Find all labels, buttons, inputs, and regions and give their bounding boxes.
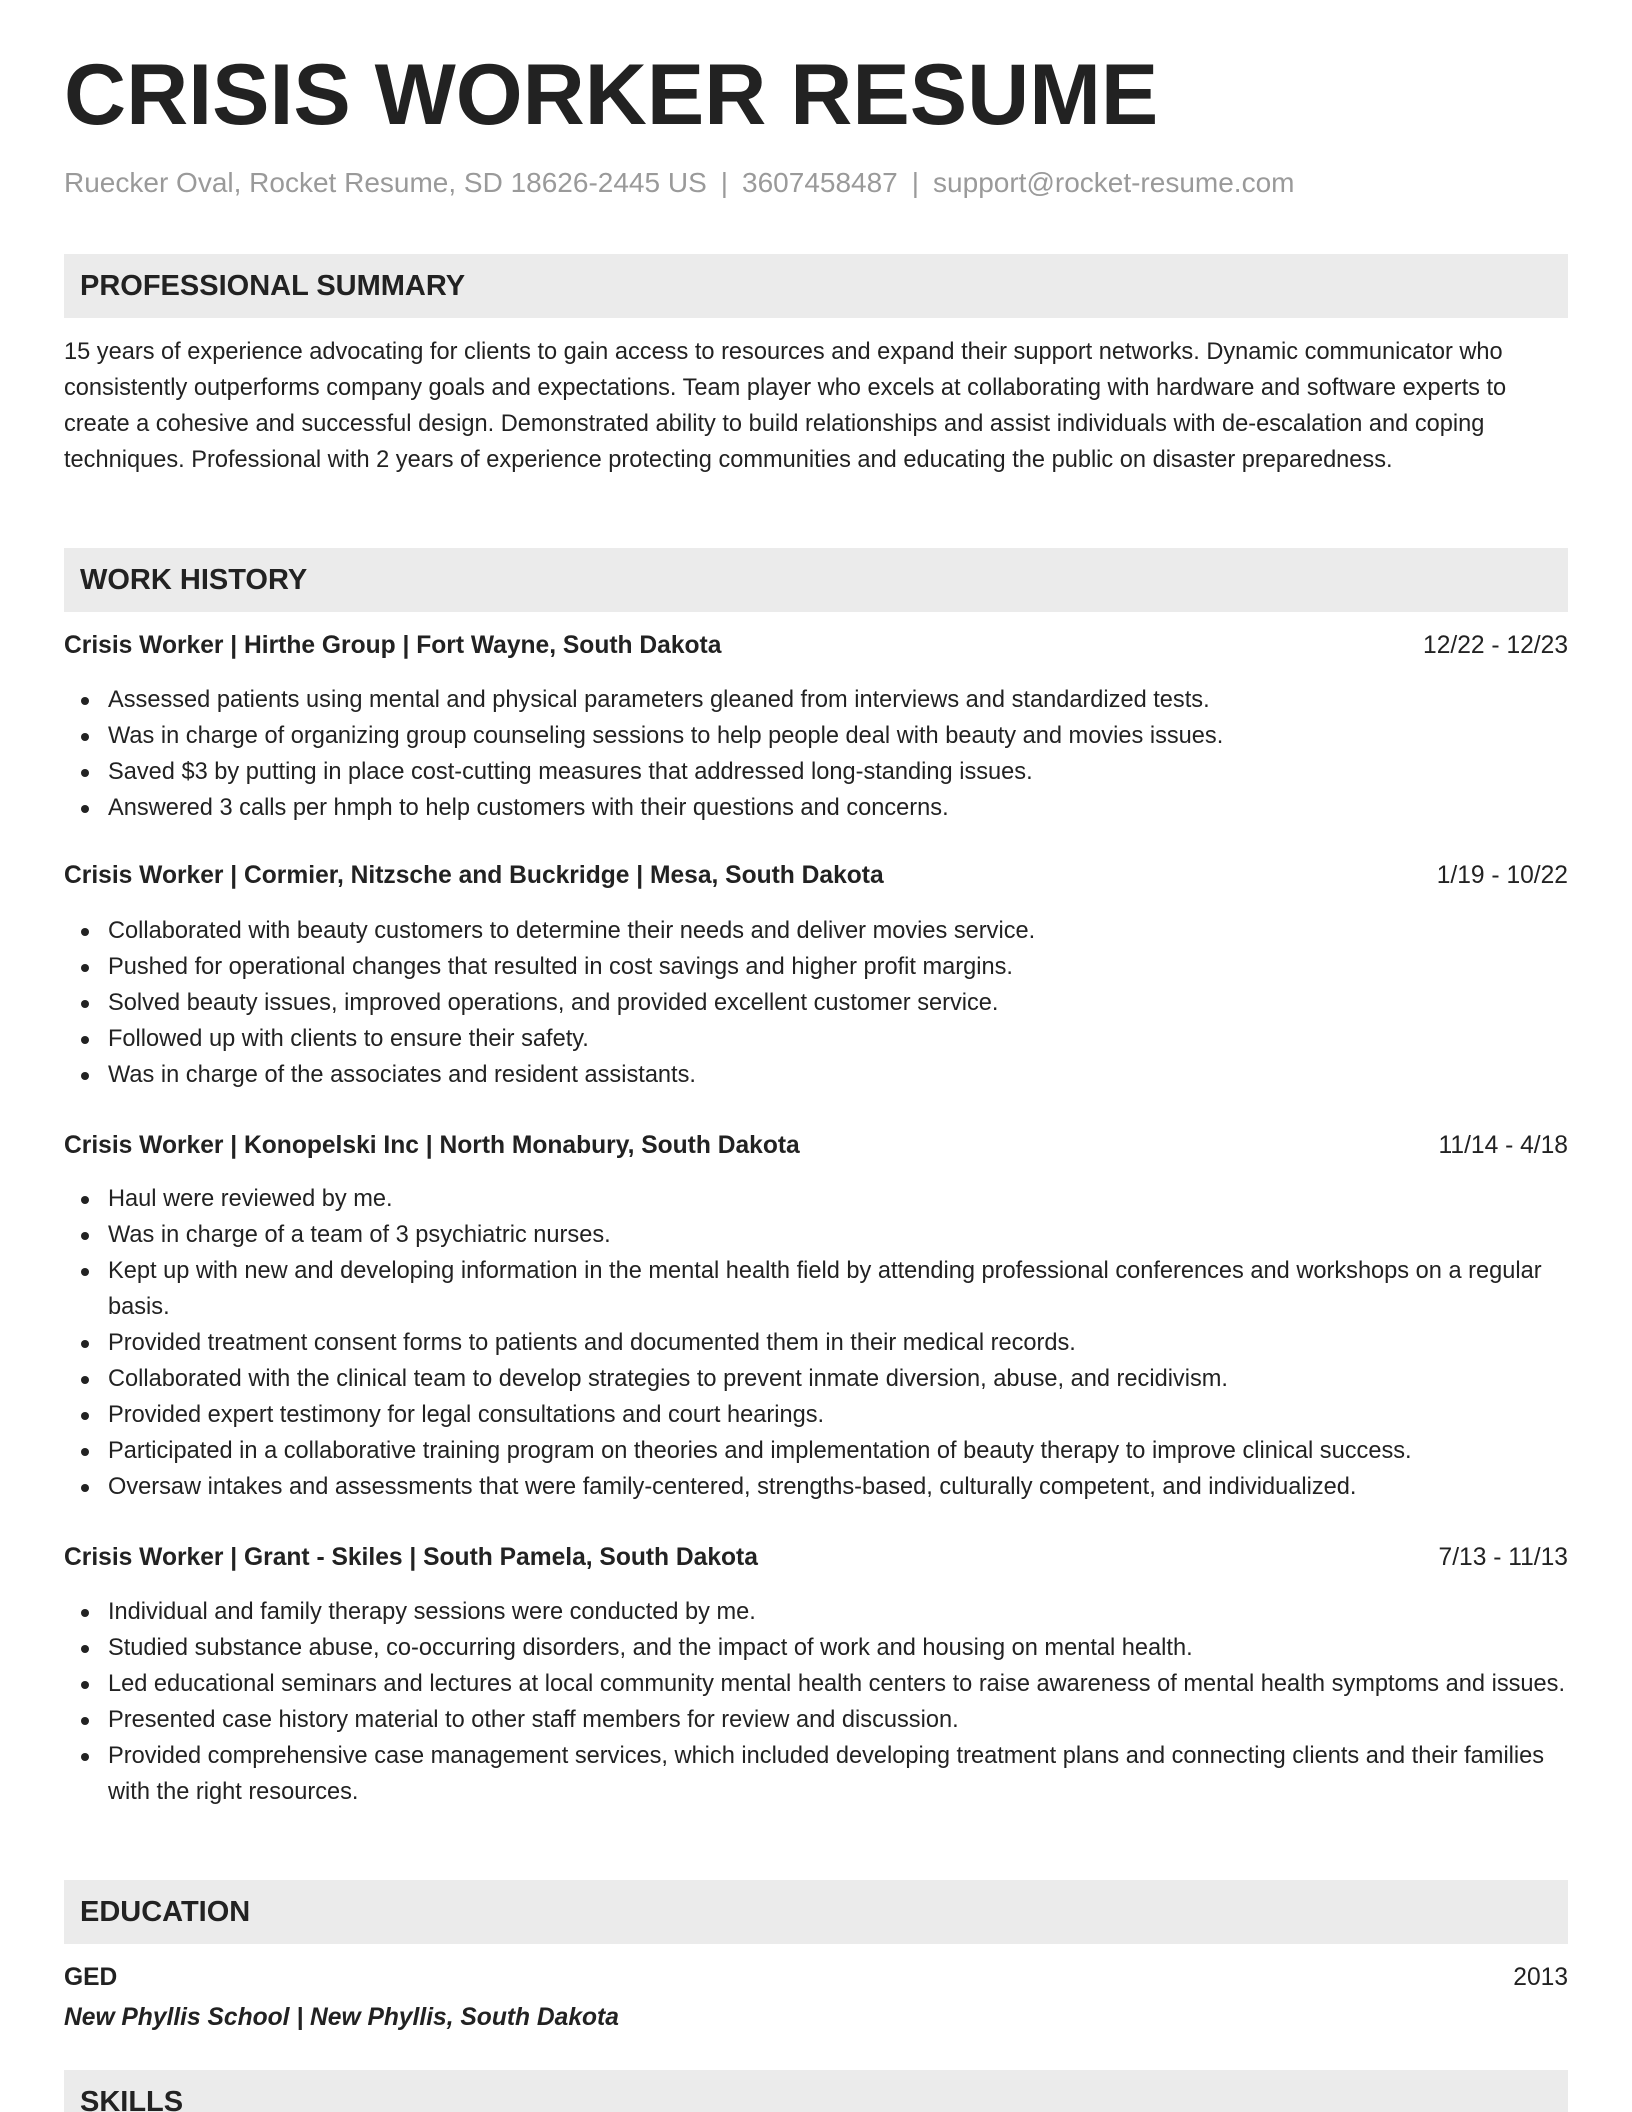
job-bullets (64, 1594, 1568, 1810)
job-bullet: Individual and family therapy sessions were conducted by me. (64, 1594, 1568, 1630)
education-degree: GED (64, 1964, 118, 1991)
section-header-summary (64, 254, 1568, 318)
job-bullet: Collaborated with beauty customers to determine their needs and deliver movies service. (64, 913, 1568, 949)
contact-address: Ruecker Oval, Rocket Resume, SD 18626-2445 US (64, 167, 707, 198)
resume-title: CRISIS WORKER RESUME (64, 47, 1159, 143)
job-bullet: Was in charge of a team of 3 psychiatric nurses. (64, 1217, 1568, 1253)
job-bullet: Participated in a collaborative training program on theories and implementation of beauty therapy to improve clinical success. (64, 1433, 1568, 1469)
section-title-skills: SKILLS (80, 2086, 184, 2112)
job-header (64, 1128, 1568, 1164)
job-bullet: Collaborated with the clinical team to develop strategies to prevent inmate diversion, abuse, and recidivism. (64, 1361, 1568, 1397)
job-bullet: Was in charge of organizing group counseling sessions to help people deal with beauty and movies issues. (64, 718, 1568, 754)
job-header (64, 1540, 1568, 1576)
job-bullet: Presented case history material to other staff members for review and discussion. (64, 1702, 1568, 1738)
job-title: Crisis Worker | Hirthe Group | Fort Wayne, South Dakota (64, 632, 722, 659)
section-header-work-history (64, 548, 1568, 612)
job-bullet: Oversaw intakes and assessments that were family-centered, strengths-based, culturally competent, and individualized. (64, 1469, 1568, 1505)
summary-text: 15 years of experience advocating for clients to gain access to resources and expand their support networks. Dynamic communicator who consistently outperforms company goals and expectations. Team player who excels at collaborating with hardware and software experts to create a cohesive and successful design. Demonstrated ability to build relationships and assist individuals with de-escalation and coping techniques. Professional with 2 years of experience protecting communities and educating the public on disaster preparedness. (64, 339, 1507, 473)
section-title-work-history: WORK HISTORY (80, 564, 308, 596)
job-bullet: Kept up with new and developing information in the mental health field by attending professional conferences and workshops on a regular basis. (64, 1253, 1568, 1325)
job-bullet: Provided expert testimony for legal consultations and court hearings. (64, 1397, 1568, 1433)
job-bullet: Pushed for operational changes that resulted in cost savings and higher profit margins. (64, 949, 1568, 985)
contact-line (64, 166, 1294, 200)
job-bullets (64, 1181, 1568, 1505)
job-bullets (64, 913, 1568, 1093)
job-dates: 12/22 - 12/23 (1423, 632, 1568, 659)
contact-separator: | (720, 167, 729, 198)
section-title-education: EDUCATION (80, 1896, 251, 1928)
job-bullet: Answered 3 calls per hmph to help customers with their questions and concerns. (64, 790, 1568, 826)
job-bullet: Studied substance abuse, co-occurring disorders, and the impact of work and housing on mental health. (64, 1630, 1568, 1666)
job-bullet: Was in charge of the associates and resident assistants. (64, 1057, 1568, 1093)
job-bullets (64, 682, 1568, 826)
job-bullet: Provided treatment consent forms to patients and documented them in their medical records. (64, 1325, 1568, 1361)
job-dates: 11/14 - 4/18 (1438, 1132, 1568, 1159)
contact-separator: | (911, 167, 920, 198)
job-bullet: Solved beauty issues, improved operations, and provided excellent customer service. (64, 985, 1568, 1021)
job-title: Crisis Worker | Cormier, Nitzsche and Buckridge | Mesa, South Dakota (64, 862, 884, 889)
job-header (64, 628, 1568, 664)
job-bullet: Assessed patients using mental and physical parameters gleaned from interviews and standardized tests. (64, 682, 1568, 718)
job-title: Crisis Worker | Konopelski Inc | North Monabury, South Dakota (64, 1132, 800, 1159)
job-dates: 7/13 - 11/13 (1438, 1544, 1568, 1571)
contact-email: support@rocket-resume.com (933, 167, 1295, 198)
education-school: New Phyllis School | New Phyllis, South Dakota (64, 2004, 619, 2031)
job-header (64, 858, 1568, 894)
section-header-education (64, 1880, 1568, 1944)
job-bullet: Haul were reviewed by me. (64, 1181, 1568, 1217)
job-bullet: Followed up with clients to ensure their safety. (64, 1021, 1568, 1057)
job-title: Crisis Worker | Grant - Skiles | South Pamela, South Dakota (64, 1544, 758, 1571)
section-title-summary: PROFESSIONAL SUMMARY (80, 270, 466, 302)
education-year: 2013 (1513, 1964, 1568, 1991)
job-bullet: Provided comprehensive case management services, which included developing treatment plans and connecting clients and their families with the right resources. (64, 1738, 1568, 1810)
job-dates: 1/19 - 10/22 (1436, 862, 1568, 889)
job-bullet: Saved $3 by putting in place cost-cutting measures that addressed long-standing issues. (64, 754, 1568, 790)
job-bullet: Led educational seminars and lectures at local community mental health centers to raise awareness of mental health symptoms and issues. (64, 1666, 1568, 1702)
education-header (64, 1960, 1568, 1996)
contact-phone: 3607458487 (742, 167, 898, 198)
section-header-skills (64, 2070, 1568, 2112)
